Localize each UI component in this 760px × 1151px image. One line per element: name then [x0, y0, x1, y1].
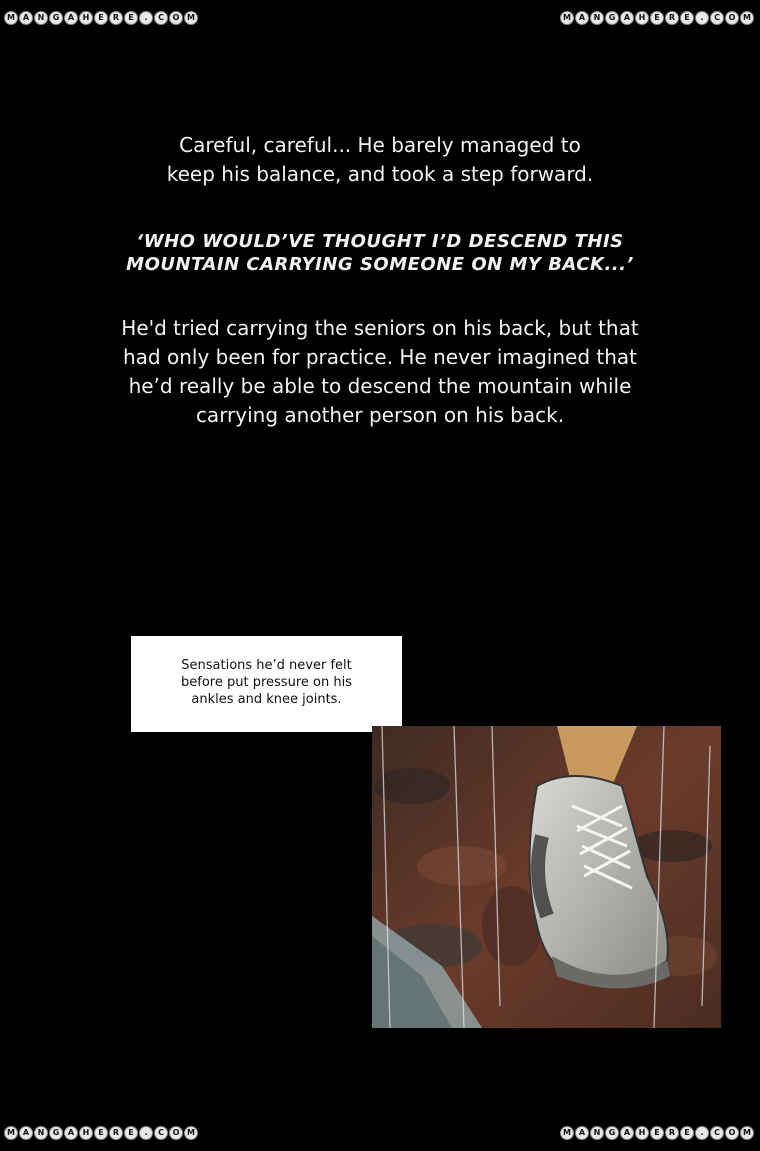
thought-line: ‘WHO WOULD’VE THOUGHT I’D DESCEND THIS [136, 231, 624, 252]
watermark-bottom-left [4, 1124, 198, 1142]
narration-line: keep his balance, and took a step forward. [166, 162, 594, 186]
watermark-letter: A [19, 1126, 33, 1140]
narration-line: he’d really be able to descend the mountain while [128, 374, 632, 398]
watermark-letter: E [94, 1126, 108, 1140]
watermark-letter: N [590, 1126, 604, 1140]
watermark-letter: A [575, 1126, 589, 1140]
inner-thought [0, 230, 760, 276]
watermark-letter: A [620, 11, 634, 25]
watermark-letter: O [169, 11, 183, 25]
caption-box [131, 636, 402, 732]
watermark-letter: H [79, 11, 93, 25]
watermark-letter: R [665, 1126, 679, 1140]
caption-line: Sensations he’d never felt [181, 658, 352, 673]
watermark-letter: M [740, 11, 754, 25]
watermark-letter: M [560, 1126, 574, 1140]
watermark-letter: N [34, 1126, 48, 1140]
watermark-letter: R [109, 11, 123, 25]
watermark-letter: G [49, 1126, 63, 1140]
watermark-letter: O [169, 1126, 183, 1140]
watermark-letter: E [680, 1126, 694, 1140]
watermark-letter: . [139, 1126, 153, 1140]
watermark-letter: H [79, 1126, 93, 1140]
watermark-letter: G [605, 11, 619, 25]
caption-line: before put pressure on his [181, 675, 352, 690]
watermark-letter: A [575, 11, 589, 25]
narration-middle [0, 314, 760, 430]
watermark-bottom-right [560, 1124, 754, 1142]
watermark-letter: M [4, 11, 18, 25]
narration-line: had only been for practice. He never imagined that [122, 345, 638, 369]
watermark-letter: E [124, 1126, 138, 1140]
watermark-letter: C [154, 11, 168, 25]
watermark-letter: A [19, 11, 33, 25]
caption-line: ankles and knee joints. [191, 692, 342, 707]
watermark-letter: R [665, 11, 679, 25]
narration-line: Careful, careful... He barely managed to [179, 133, 581, 157]
watermark-letter: C [710, 11, 724, 25]
watermark-top-left [4, 9, 198, 27]
watermark-letter: M [184, 1126, 198, 1140]
shoe-panel [372, 726, 721, 1028]
shoe-illustration [372, 726, 721, 1028]
watermark-letter: A [64, 11, 78, 25]
narration-line: carrying another person on his back. [195, 403, 565, 427]
watermark-letter: M [4, 1126, 18, 1140]
watermark-letter: O [725, 1126, 739, 1140]
watermark-letter: M [740, 1126, 754, 1140]
rock [632, 830, 712, 862]
watermark-top-right [560, 9, 754, 27]
watermark-letter: M [560, 11, 574, 25]
narration-top [0, 131, 760, 189]
narration-line: He'd tried carrying the seniors on his back, but that [121, 316, 639, 340]
watermark-letter: E [124, 11, 138, 25]
watermark-letter: C [710, 1126, 724, 1140]
watermark-letter: N [34, 11, 48, 25]
watermark-letter: E [94, 11, 108, 25]
watermark-letter: G [49, 11, 63, 25]
watermark-letter: C [154, 1126, 168, 1140]
watermark-letter: E [680, 11, 694, 25]
watermark-letter: G [605, 1126, 619, 1140]
watermark-letter: N [590, 11, 604, 25]
watermark-letter: . [695, 1126, 709, 1140]
watermark-letter: H [635, 11, 649, 25]
watermark-letter: R [109, 1126, 123, 1140]
watermark-letter: H [635, 1126, 649, 1140]
watermark-letter: O [725, 11, 739, 25]
watermark-letter: M [184, 11, 198, 25]
watermark-letter: E [650, 11, 664, 25]
watermark-letter: . [139, 11, 153, 25]
watermark-letter: . [695, 11, 709, 25]
watermark-letter: A [620, 1126, 634, 1140]
rock [417, 846, 507, 886]
watermark-letter: E [650, 1126, 664, 1140]
watermark-letter: A [64, 1126, 78, 1140]
rock [374, 768, 450, 804]
thought-line: MOUNTAIN CARRYING SOMEONE ON MY BACK...’ [126, 254, 634, 275]
